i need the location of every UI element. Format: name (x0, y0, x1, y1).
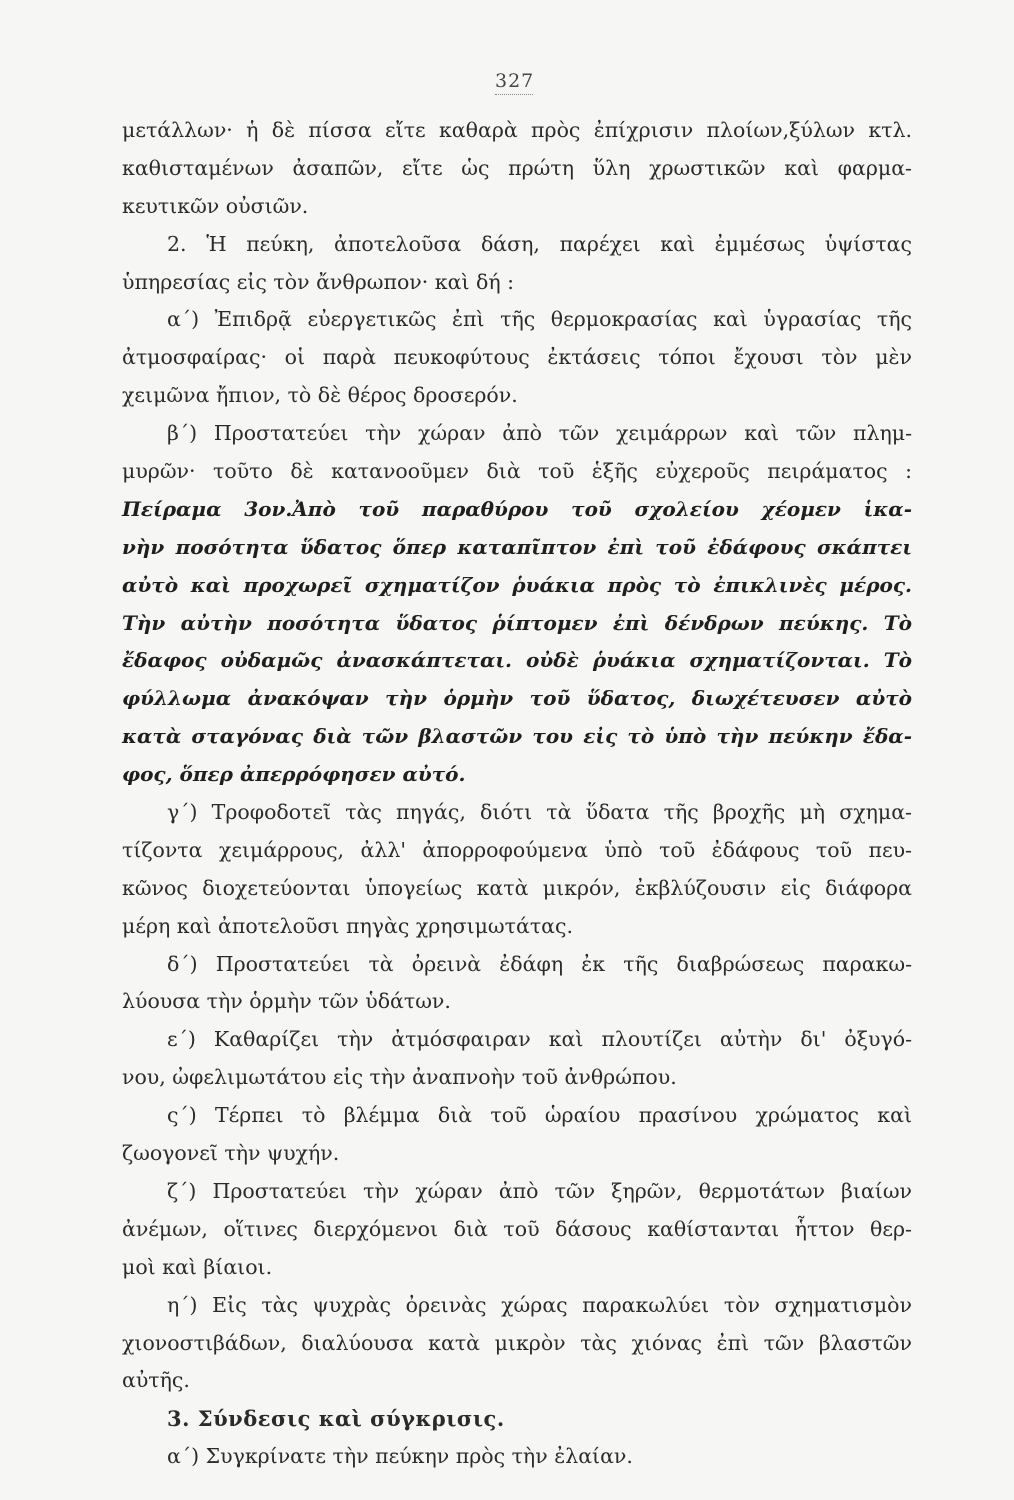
text-line: ζωογονεῖ τὴν ψυχήν. (122, 1141, 340, 1166)
experiment-line: Τὴν αὐτὴν ποσότητα ὕδατος ῥίπτομεν ἐπὶ δένδρων πεύκης. Τὸ (122, 610, 912, 635)
experiment-line: ἔδαφος οὐδαμῶς ἀνασκάπτεται. οὐδὲ ῥυάκια σχηματίζονται. Τὸ (122, 648, 912, 673)
section-heading: 3. Σύνδεσις καὶ σύγκρισις. (167, 1406, 505, 1432)
experiment-line: αὐτὸ καὶ προχωρεῖ σχηματίζον ῥυάκια πρὸς τὸ ἐπικλινὲς μέρος. (122, 572, 912, 597)
text-line: μοὶ καὶ βίαιοι. (122, 1254, 273, 1279)
text-line: α΄) Συγκρίνατε τὴν πεύκην πρὸς τὴν ἐλαίαν. (167, 1444, 633, 1469)
text-line: χιονοστιβάδων, διαλύουσα κατὰ μικρὸν τὰς χιόνας ἐπὶ τῶν βλαστῶν (122, 1330, 912, 1355)
page-number-underline (495, 94, 533, 95)
experiment-line: Πείραμα 3ον.Ἀπὸ τοῦ παραθύρου τοῦ σχολείου χέομεν ἱκα- (122, 496, 912, 521)
text-line: αὐτῆς. (122, 1368, 190, 1393)
text-line: κευτικῶν οὐσιῶν. (122, 193, 309, 218)
text-line: κῶνος διοχετεύονται ὑπογείως κατὰ μικρόν, ἐκβλύζουσιν εἰς διάφορα (122, 875, 912, 900)
text-line: ἀνέμων, οἵτινες διερχόμενοι διὰ τοῦ δάσους καθίστανται ἧττον θερ- (122, 1216, 912, 1241)
text-line: ς΄) Τέρπει τὸ βλέμμα διὰ τοῦ ὡραίου πρασίνου χρώματος καὶ (167, 1103, 912, 1128)
experiment-line: κατὰ σταγόνας διὰ τῶν βλαστῶν του εἰς τὸ ὑπὸ τὴν πεύκην ἔδα- (122, 724, 912, 749)
experiment-line: φος, ὅπερ ἀπερρόφησεν αὐτό. (122, 762, 466, 787)
text-line: α΄) Ἐπιδρᾷ εὐεργετικῶς ἐπὶ τῆς θερμοκρασίας καὶ ὑγρασίας τῆς (167, 307, 912, 332)
text-line: η΄) Εἰς τὰς ψυχρὰς ὀρεινὰς χώρας παρακωλύει τὸν σχηματισμὸν (167, 1292, 912, 1317)
text-line: ε΄) Καθαρίζει τὴν ἀτμόσφαιραν καὶ πλουτίζει αὐτὴν δι' ὀξυγό- (167, 1027, 912, 1052)
page-body (122, 112, 912, 1476)
text-line: μέρη καὶ ἀποτελοῦσι πηγὰς χρησιμωτάτας. (122, 913, 574, 938)
text-line: ἀτμοσφαίρας· οἱ παρὰ πευκοφύτους ἐκτάσεις τόποι ἔχουσι τὸν μὲν (122, 345, 912, 370)
text-line: 2. Ἡ πεύκη, ἀποτελοῦσα δάση, παρέχει καὶ ἐμμέσως ὑψίστας (167, 231, 912, 256)
experiment-block (122, 491, 912, 794)
text-line: δ΄) Προστατεύει τὰ ὀρεινὰ ἐδάφη ἐκ τῆς διαβρώσεως παρακω- (167, 951, 912, 976)
text-line: τίζοντα χειμάρρους, ἀλλ' ἀπορροφούμενα ὑπὸ τοῦ ἐδάφους τοῦ πευ- (122, 837, 912, 862)
text-line: γ΄) Τροφοδοτεῖ τὰς πηγάς, διότι τὰ ὕδατα τῆς βροχῆς μὴ σχημα- (167, 800, 912, 825)
text-line: β΄) Προστατεύει τὴν χώραν ἀπὸ τῶν χειμάρρων καὶ τῶν πλημ- (167, 421, 912, 446)
text-line: νου, ὠφελιμωτάτου εἰς τὴν ἀναπνοὴν τοῦ ἀνθρώπου. (122, 1065, 677, 1090)
text-line: μετάλλων· ἡ δὲ πίσσα εἴτε καθαρὰ πρὸς ἐπίχρισιν πλοίων,ξύλων κτλ. (122, 118, 912, 142)
experiment-line: νὴν ποσότητα ὕδατος ὅπερ καταπῖπτον ἐπὶ τοῦ ἐδάφους σκάπτει (122, 534, 912, 559)
text-line: ζ΄) Προστατεύει τὴν χώραν ἀπὸ τῶν ξηρῶν, θερμοτάτων βιαίων (167, 1178, 912, 1203)
text-line: λύουσα τὴν ὁρμὴν τῶν ὑδάτων. (122, 989, 451, 1014)
text-line: ὑπηρεσίας εἰς τὸν ἄνθρωπον· καὶ δή : (122, 269, 515, 294)
text-line: χειμῶνα ἤπιον, τὸ δὲ θέρος δροσερόν. (122, 383, 518, 408)
text-line: καθισταμένων ἀσαπῶν, εἴτε ὡς πρώτη ὕλη χρωστικῶν καὶ φαρμα- (122, 155, 912, 180)
text-line: μυρῶν· τοῦτο δὲ κατανοοῦμεν διὰ τοῦ ἑξῆς εὐχεροῦς πειράματος : (122, 459, 912, 484)
page-number: 327 (495, 70, 535, 92)
experiment-line: φύλλωμα ἀνακόψαν τὴν ὁρμὴν τοῦ ὕδατος, διωχέτευσεν αὐτὸ (122, 686, 912, 711)
